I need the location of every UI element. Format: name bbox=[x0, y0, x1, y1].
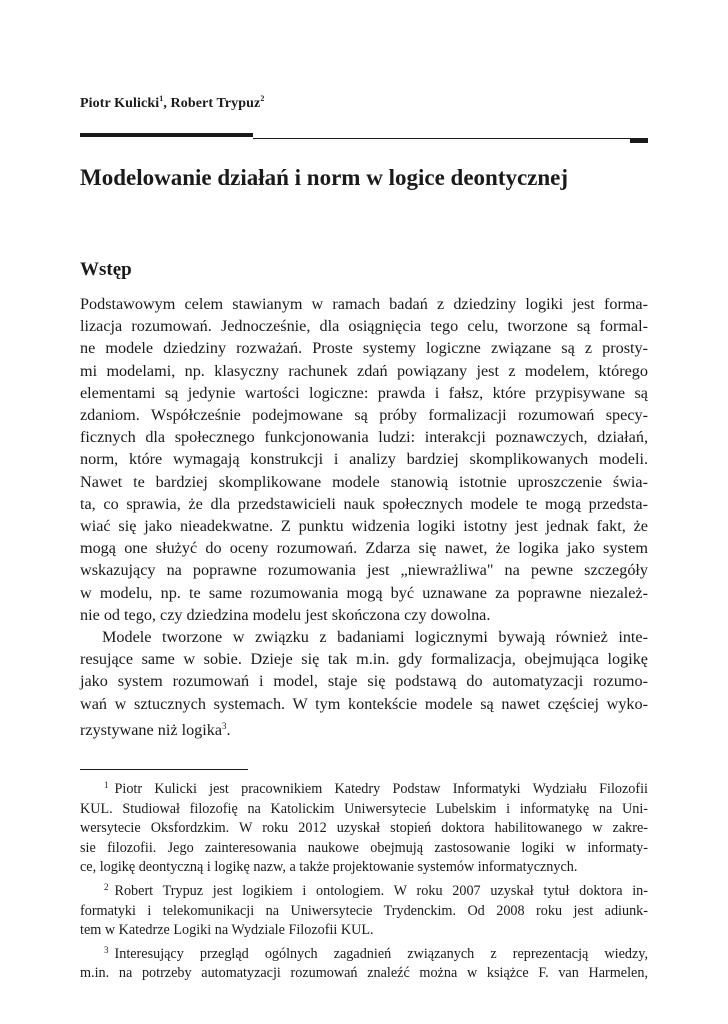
footnote-line: KUL. Studiował filozofię na Katolickim Uniwersytecie Lubelskim i informatykę na Uni- bbox=[80, 800, 648, 817]
header-rule-end bbox=[630, 139, 648, 143]
section-heading: Wstęp bbox=[80, 259, 132, 280]
author-separator: , bbox=[163, 96, 171, 111]
footnote-text: Piotr Kulicki jest pracownikiem Katedry Podstaw Informatyki Wydziału Filozofii bbox=[114, 781, 648, 797]
footnotes bbox=[80, 776, 648, 984]
footnote-line: ce, logikę deontyczną i logikę nazw, a także projektowanie systemów informatycznych. bbox=[80, 859, 578, 876]
body-line: lizacja rozumowań. Jednocześnie, dla osiągnięcia tego celu, tworzone są formal- bbox=[80, 317, 648, 336]
body-line: Modele tworzone w związku z badaniami logicznymi bywają również inte- bbox=[102, 628, 648, 647]
author-2-note[interactable]: 2 bbox=[260, 94, 265, 103]
footnote-line: m.in. na potrzeby automatyzacji rozumowań znaleźć można w książce F. van Harmelen, bbox=[80, 965, 648, 982]
body-line: mogą one służyć do oceny rozumowań. Zdarza się nawet, że logika jako system bbox=[80, 539, 648, 558]
article-title: Modelowanie działań i norm w logice deontycznej bbox=[80, 165, 569, 190]
body-line: nie od tego, czy dziedzina modelu jest skończona czy dowolna. bbox=[80, 605, 491, 624]
footnote-1-mark: 1 bbox=[104, 780, 109, 790]
body-last-line bbox=[80, 715, 648, 741]
footnote-line: wersytecie Oksfordzkim. W roku 2012 uzyskał stopień doktora habilitowanego w zakre- bbox=[80, 820, 648, 837]
footnote-text: Robert Trypuz jest logikiem i ontologiem. W roku 2007 uzyskał tytuł doktora in- bbox=[114, 882, 648, 899]
footnote-3-mark: 3 bbox=[104, 944, 109, 955]
body-line: wań w sztucznych systemach. W tym kontekście modele są nawet częściej wyko- bbox=[80, 694, 648, 713]
body-line: ne modele dziedziny rozważań. Proste systemy logiczne związane są z prosty- bbox=[80, 339, 648, 358]
body-line: Podstawowym celem stawianym w ramach badań z dziedziny logiki jest forma- bbox=[80, 295, 648, 313]
body-line: ficznych dla społecznego funkcjonowania ludzi: interakcji poznawczych, działań, bbox=[80, 428, 648, 447]
footnote-line: formatyki i telekomunikacji na Uniwersytecie Trydenckim. Od 2008 roku jest adiunk- bbox=[80, 902, 648, 919]
footnote-2-mark: 2 bbox=[104, 881, 109, 892]
footnote-2-line bbox=[80, 878, 648, 902]
body-line-text: rzystywane niż logika bbox=[80, 720, 223, 739]
header-rule-thin bbox=[253, 138, 648, 139]
body-line: w modelu, np. te same rozumowania mogą być uznawane za poprawne niezależ- bbox=[80, 583, 648, 602]
body-line: norm, które wymagają konstrukcji i analizy bardziej skomplikowanych modeli. bbox=[80, 450, 648, 469]
body-line: wskazujący na poprawne rozumowania jest „niewrażliwa" na pewne szczegóły bbox=[80, 561, 648, 580]
body-line: wiać się jako nieadekwatne. Z punktu widzenia logiki istotny jest jednak fakt, że bbox=[80, 517, 648, 536]
author-1: Piotr Kulicki bbox=[80, 96, 160, 111]
body-line: elementami są jedynie wartości logiczne: prawda i fałsz, które przypisywane są bbox=[80, 383, 648, 402]
body-line-suffix: . bbox=[226, 720, 231, 739]
footnote-text: Interesujący przegląd ogólnych zagadnień związanych z reprezentacją wiedzy, bbox=[114, 945, 648, 962]
body-line: resujące same w sobie. Dzieje się tak m.in. gdy formalizacja, obejmująca logikę bbox=[80, 650, 648, 669]
footnote-3-line bbox=[80, 941, 648, 965]
footnote-line: sie filozofii. Jego zainteresowania naukowe obejmują zastosowanie logiki w informaty- bbox=[80, 839, 648, 856]
body-line: ta, co sprawia, że dla przedstawicieli nauk społecznych modele te mogą przedsta- bbox=[80, 494, 648, 513]
authors-line bbox=[80, 94, 264, 112]
header-rule-thick bbox=[80, 133, 253, 137]
body-line: Nawet te bardziej skomplikowane modele stanowią istotnie uproszczenie świa- bbox=[80, 472, 648, 491]
body-line: zdaniom. Współcześnie podejmowane są próby formalizacji rozumowań specy- bbox=[80, 406, 648, 425]
footnote-separator bbox=[80, 769, 248, 770]
author-2: Robert Trypuz bbox=[170, 96, 261, 111]
footnote-ref-3[interactable]: 3 bbox=[222, 720, 227, 731]
body-line: mi modelami, np. klasyczny rachunek zdań powiązany jest z modelem, którego bbox=[80, 361, 648, 380]
author-1-note[interactable]: 1 bbox=[159, 94, 164, 103]
footnote-1-line bbox=[80, 776, 648, 800]
body-text bbox=[80, 293, 648, 741]
footnote-line: tem w Katedrze Logiki na Wydziale Filozofii KUL. bbox=[80, 922, 374, 939]
body-line: jako system rozumowań i model, staje się podstawą do automatyzacji rozumo- bbox=[80, 672, 648, 691]
